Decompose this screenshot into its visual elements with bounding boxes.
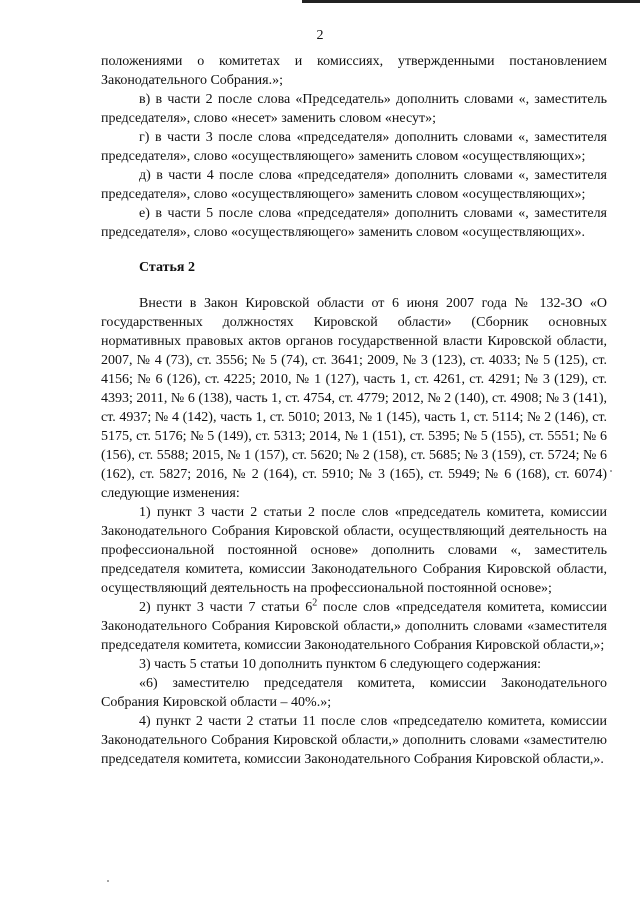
carry-over-paragraph: положениями о комитетах и комиссиях, утвержденными постановлением Законодательного Собрания.»; <box>101 54 607 88</box>
article-heading: Статья 2 <box>139 260 195 275</box>
list-item: в) в части 2 после слова «Председатель» дополнить словами «, заместитель председателя», слово «несет» заменить словом «несут»; <box>101 92 607 126</box>
page-number: 2 <box>316 28 324 43</box>
amendment-item-2 <box>101 598 607 655</box>
amendment-item-3-quote: «6) заместителю председателя комитета, комиссии Законодательного Собрания Кировской области – 40%.»; <box>101 676 607 710</box>
amendment-item-2-start: 2) пункт 3 части 7 статьи 6 <box>139 600 313 615</box>
list-item: д) в части 4 после слова «председателя» дополнить словами «, заместителя председателя», слово «осуществляющего» заменить словом «осуществляющих»; <box>101 168 607 202</box>
superscript: 2 <box>312 597 318 609</box>
scan-speck <box>107 880 109 882</box>
article-intro-paragraph: Внести в Закон Кировской области от 6 июня 2007 года № 132-ЗО «О государственных должностях Кировской области» (Сборник основных нормативных правовых актов органов государственной власти Кировской области, 2007, № 4 (73), ст. 3556; № 5 (74), ст. 3641; 2009, № 3 (123), ст. 4033; № 5 (125), ст. 4156; № 6 (126), ст. 4225; 2010, № 1 (127), часть 1, ст. 4261, ст. 4291; № 3 (129), ст. 4393; 2011, № 6 (138), часть 1, ст. 4754, ст. 4779; 2012, № 2 (140), ст. 4908; № 3 (141), ст. 4937; № 4 (142), часть 1, ст. 5010; 2013, № 1 (145), часть 1, ст. 5114; № 2 (146), ст. 5175, ст. 5176; № 5 (149), ст. 5313; 2014, № 1 (151), ст. 5395; № 5 (155), ст. 5551; № 6 (156), ст. 5588; 2015, № 1 (157), ст. 5620; № 2 (158), ст. 5685; № 3 (159), ст. 5724; № 6 (162), ст. 5827; 2016, № 2 (164), ст. 5910; № 3 (165), ст. 5949; № 6 (168), ст. 6074) следующие изменения: <box>101 296 607 501</box>
amendment-item-1: 1) пункт 3 части 2 статьи 2 после слов «председатель комитета, комиссии Законодательного Собрания Кировской области, осуществляющий деятельность на профессиональной постоянной основе» дополнить словами «, заместитель председателя комитета, комиссии Законодательного Собрания Кировской области, осуществляющий деятельность на профессиональной постоянной основе»; <box>101 505 607 596</box>
scan-speck <box>610 470 612 472</box>
scan-top-edge <box>302 0 640 3</box>
list-item: е) в части 5 после слова «председателя» дополнить словами «, заместителя председателя», слово «осуществляющего» заменить словом «осуществляющих». <box>101 206 607 240</box>
amendment-item-3: 3) часть 5 статьи 10 дополнить пунктом 6 следующего содержания: <box>139 657 542 672</box>
list-item: г) в части 3 после слова «председателя» дополнить словами «, заместителя председателя», слово «осуществляющего» заменить словом «осуществляющих»; <box>101 130 607 164</box>
document-body <box>101 52 607 769</box>
amendment-item-2-end: после слов «председателя комитета, комиссии Законодательного Собрания Кировской области,» дополнить словами «заместителя председателя комитета, комиссии Законодательного Собрания Кировской области,»; <box>101 600 607 653</box>
amendment-item-4: 4) пункт 2 части 2 статьи 11 после слов «председателю комитета, комиссии Законодательного Собрания Кировской области,» дополнить словами «заместителю председателя комитета, комиссии Законодательного Собрания Кировской области,». <box>101 714 607 767</box>
